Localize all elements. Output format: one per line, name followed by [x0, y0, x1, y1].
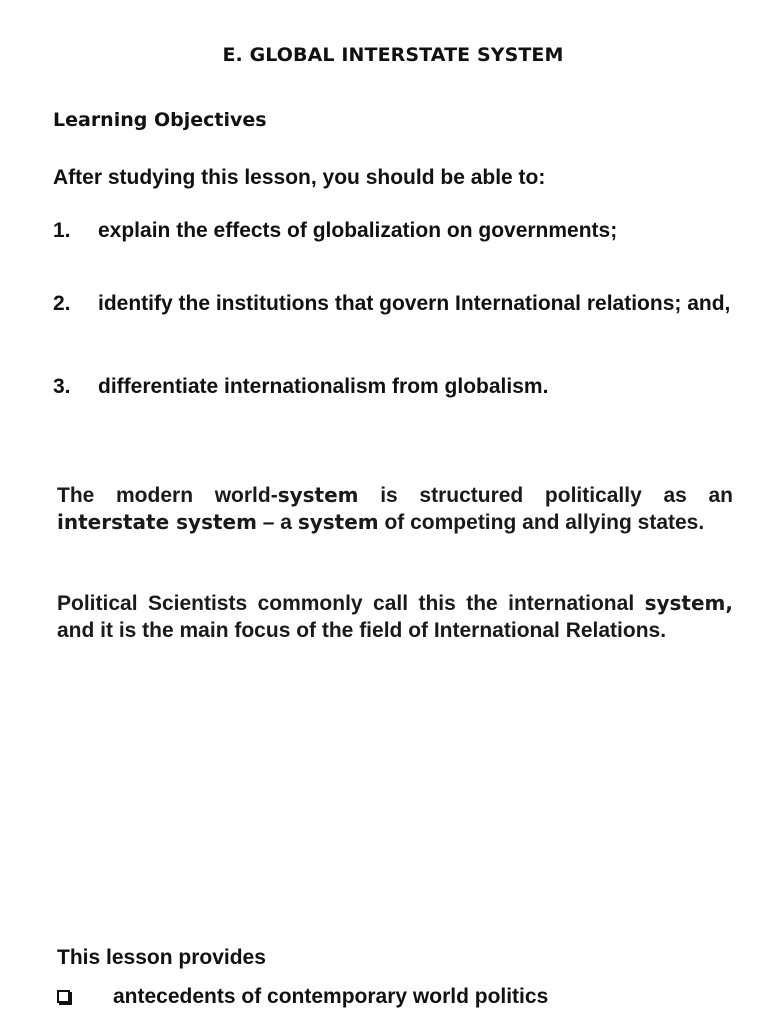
objective-item: [53, 290, 733, 317]
international-system-paragraph: [57, 590, 733, 644]
paragraph-text: is structured politically as an: [358, 484, 734, 507]
objective-number: 1.: [53, 219, 71, 242]
objective-item: [53, 217, 733, 244]
keyword-system: system: [277, 483, 359, 507]
keyword-system: system,: [644, 591, 733, 615]
paragraph-text: The modern world-: [57, 484, 278, 507]
objective-item: [53, 373, 733, 400]
provides-item-text: antecedents of contemporary world politics: [113, 985, 549, 1008]
page-title: E. GLOBAL INTERSTATE SYSTEM: [222, 44, 564, 66]
paragraph-text: and it is the main focus of the field of International Relations.: [57, 619, 667, 642]
keyword-interstate-system: interstate system: [57, 510, 257, 534]
checkbox-bullet-icon: [57, 990, 70, 1003]
paragraph-text: – a: [256, 511, 298, 534]
paragraph-text: Political Scientists commonly call this the international: [57, 592, 645, 615]
objective-text: identify the institutions that govern International relations; and,: [98, 292, 731, 315]
objective-text: explain the effects of globalization on governments;: [98, 219, 618, 242]
objective-text: differentiate internationalism from globalism.: [98, 375, 549, 398]
learning-objectives-heading: Learning Objectives: [53, 109, 267, 131]
world-system-paragraph: [57, 482, 733, 536]
objectives-intro: After studying this lesson, you should be able to:: [53, 166, 546, 189]
keyword-system: system: [297, 510, 379, 534]
objective-number: 3.: [53, 375, 71, 398]
objective-number: 2.: [53, 292, 71, 315]
lesson-provides-heading: This lesson provides: [57, 946, 266, 969]
paragraph-text: of competing and allying states.: [378, 511, 705, 534]
